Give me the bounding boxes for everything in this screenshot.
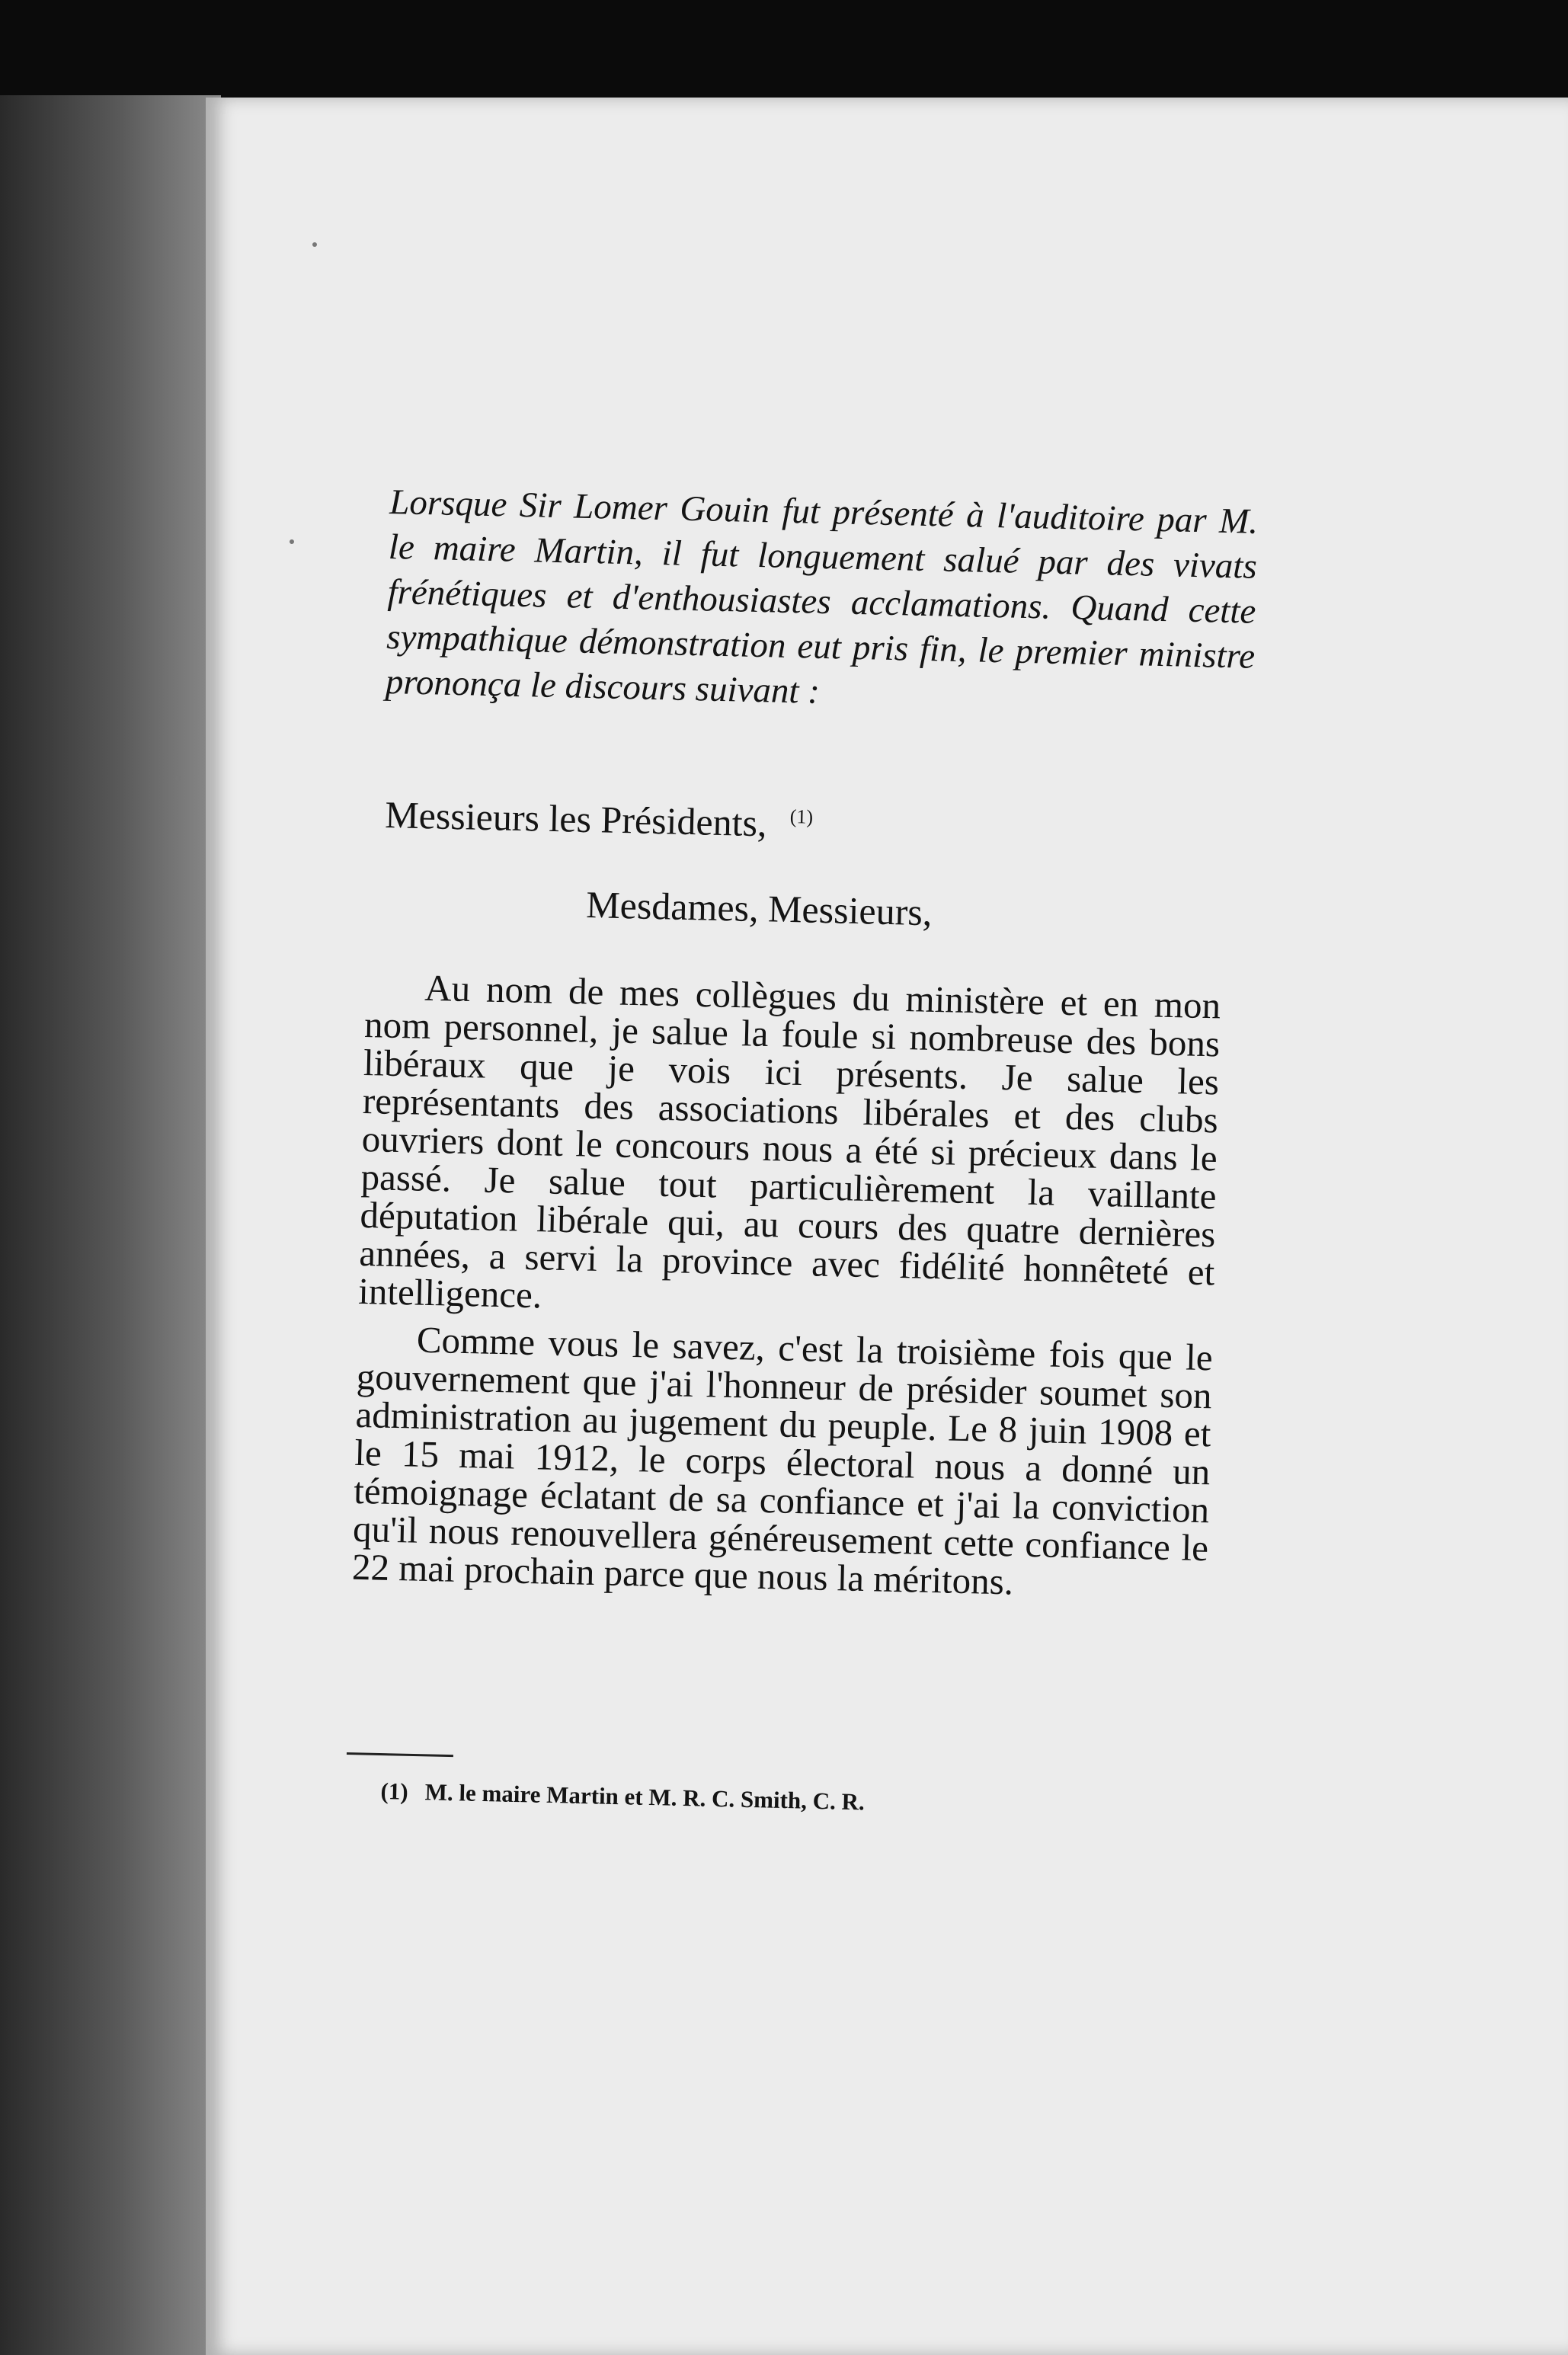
salutation-audience: Mesdames, Messieurs, (585, 882, 933, 934)
footnote-reference: (1) (789, 805, 814, 828)
paper-speck (290, 539, 294, 544)
speech-paragraph: Comme vous le savez, c'est la troisième fois que le gouvernement que j'ai l'honneur de présider soumet son administration au jugement du peuple. Le 8 juin 1908 et le 15 mai 1912, le corps électoral nous a donné un témoignage éclatant de sa confiance et j'ai la conviction qu'il nous renouvellera généreusement cette confiance le 22 mai prochain parce que nous la méritons. (351, 1318, 1214, 1603)
salutation-presidents-text: Messieurs les Présidents, (384, 792, 768, 845)
intro-paragraph: Lorsque Sir Lomer Gouin fut présenté à l'auditoire par M. le maire Martin, il fut longuement salué par des vivats frénétiques et d'enthousiastes acclamations. Quand cette sympathique démonstration eut pris fin, le premier ministre prononça le discours suivant : (385, 482, 1259, 712)
speech-body (351, 968, 1221, 1614)
paper-speck (312, 242, 317, 247)
paper-speck (175, 776, 181, 781)
book-spine-shadow (0, 95, 221, 2355)
speech-paragraph: Au nom de mes collègues du ministère et en mon nom personnel, je salue la foule si nombreuse des bons libéraux que je vois ici présents. Je salue les représentants des associations libérales et des clubs ouvriers dont le concours nous a été si précieux dans le passé. Je salue tout particulièrement la vaillante députation libérale qui, au cours des quatre dernières années, a servi la province avec fidélité honnêteté et intelligence. (357, 966, 1221, 1317)
footnote-text: M. le maire Martin et M. R. C. Smith, C. R. (424, 1778, 866, 1816)
footnote-marker: (1) (380, 1777, 409, 1805)
